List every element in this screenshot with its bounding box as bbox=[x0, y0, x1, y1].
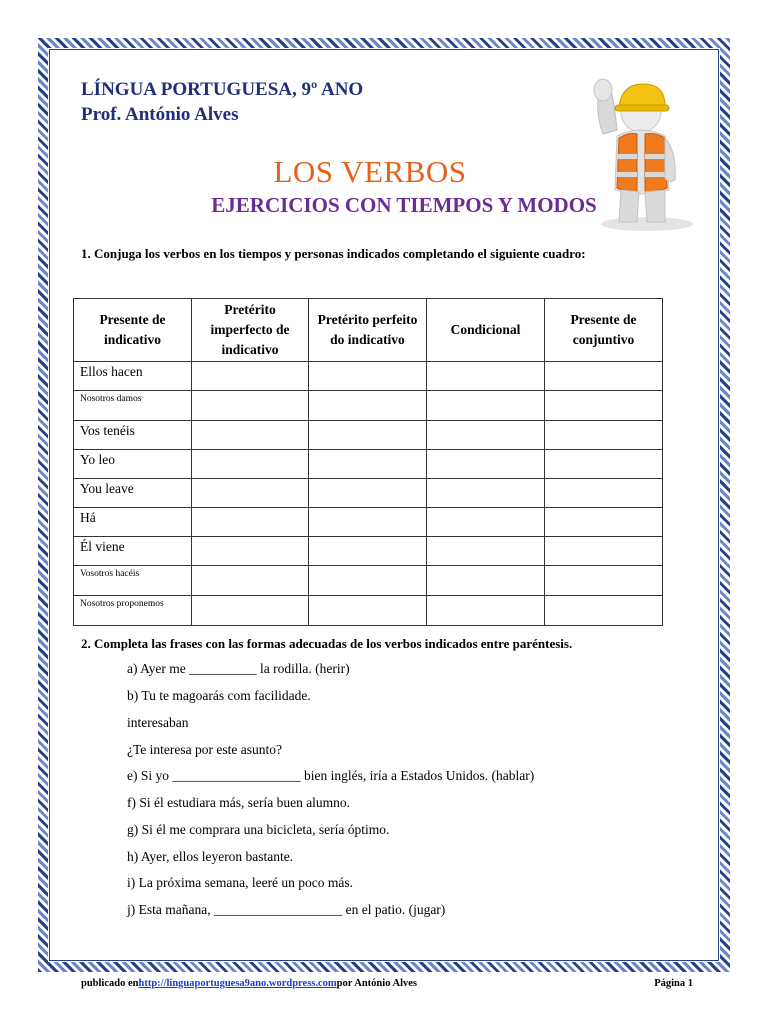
sentence-d: ¿Te interesa por este asunto? bbox=[127, 742, 282, 757]
answer-cell[interactable] bbox=[309, 391, 427, 421]
table-row bbox=[74, 479, 663, 508]
answer-cell[interactable] bbox=[545, 566, 663, 596]
table-row bbox=[74, 391, 663, 421]
page-footer bbox=[81, 978, 693, 989]
answer-cell[interactable] bbox=[309, 479, 427, 508]
answer-cell[interactable] bbox=[545, 508, 663, 537]
answer-cell[interactable] bbox=[192, 596, 309, 626]
column-header: Condicional bbox=[427, 299, 545, 362]
verb-cell: Nosotros damos bbox=[74, 391, 192, 421]
sentence-c: interesaban bbox=[127, 715, 189, 730]
answer-cell[interactable] bbox=[192, 479, 309, 508]
answer-cell[interactable] bbox=[427, 391, 545, 421]
answer-cell[interactable] bbox=[545, 391, 663, 421]
verb-cell: Ellos hacen bbox=[74, 362, 192, 391]
answer-cell[interactable] bbox=[192, 450, 309, 479]
answer-cell[interactable] bbox=[192, 391, 309, 421]
table-row bbox=[74, 421, 663, 450]
answer-cell[interactable] bbox=[309, 421, 427, 450]
answer-cell[interactable] bbox=[427, 508, 545, 537]
page-number: Página 1 bbox=[654, 978, 693, 989]
verb-cell: Nosotros proponemos bbox=[74, 596, 192, 626]
answer-cell[interactable] bbox=[427, 362, 545, 391]
answer-cell[interactable] bbox=[545, 479, 663, 508]
answer-cell[interactable] bbox=[427, 537, 545, 566]
column-header: Presente de indicativo bbox=[74, 299, 192, 362]
worksheet-subtitle: EJERCICIOS CON TIEMPOS Y MODOS bbox=[211, 193, 597, 217]
verb-cell: You leave bbox=[74, 479, 192, 508]
answer-cell[interactable] bbox=[427, 566, 545, 596]
table-row bbox=[74, 508, 663, 537]
answer-cell[interactable] bbox=[309, 566, 427, 596]
sentence-b: b) Tu te magoarás com facilidade. bbox=[127, 688, 311, 703]
answer-cell[interactable] bbox=[192, 537, 309, 566]
table-row bbox=[74, 362, 663, 391]
column-header: Presente de conjuntivo bbox=[545, 299, 663, 362]
answer-cell[interactable] bbox=[309, 508, 427, 537]
answer-cell[interactable] bbox=[309, 537, 427, 566]
course-title: LÍNGUA PORTUGUESA, 9º ANO bbox=[81, 79, 364, 100]
answer-cell[interactable] bbox=[545, 362, 663, 391]
answer-cell[interactable] bbox=[309, 362, 427, 391]
table-row bbox=[74, 596, 663, 626]
table-header-row bbox=[74, 299, 663, 362]
answer-cell[interactable] bbox=[192, 421, 309, 450]
sentence-j: j) Esta mañana, ___________________ en el patio. (jugar) bbox=[127, 902, 446, 917]
question-1: 1. Conjuga los verbos en los tiempos y personas indicados completando el siguiente cuadro: bbox=[81, 246, 586, 261]
answer-cell[interactable] bbox=[545, 537, 663, 566]
table-row bbox=[74, 450, 663, 479]
answer-cell[interactable] bbox=[192, 362, 309, 391]
conjugation-table bbox=[73, 298, 663, 626]
sentence-g: g) Si él me comprara una bicicleta, sería óptimo. bbox=[127, 822, 390, 837]
sentence-a: a) Ayer me __________ la rodilla. (herir) bbox=[127, 661, 350, 676]
answer-cell[interactable] bbox=[309, 450, 427, 479]
footer-author: por António Alves bbox=[336, 978, 417, 989]
sentence-e: e) Si yo ___________________ bien inglés, iría a Estados Unidos. (hablar) bbox=[127, 768, 535, 783]
question-2: 2. Completa las frases con las formas adecuadas de los verbos indicados entre paréntesis. bbox=[81, 636, 573, 651]
verb-cell: Há bbox=[74, 508, 192, 537]
column-header: Pretérito imperfecto de indicativo bbox=[192, 299, 309, 362]
blog-link[interactable]: http://linguaportuguesa9ano.wordpress.com bbox=[138, 978, 337, 989]
teacher-name: Prof. António Alves bbox=[81, 104, 239, 125]
answer-cell[interactable] bbox=[545, 421, 663, 450]
table-row bbox=[74, 537, 663, 566]
answer-cell[interactable] bbox=[427, 421, 545, 450]
column-header: Pretérito perfeito do indicativo bbox=[309, 299, 427, 362]
verb-cell: Yo leo bbox=[74, 450, 192, 479]
sentence-h: h) Ayer, ellos leyeron bastante. bbox=[127, 849, 294, 864]
worksheet-title: LOS VERBOS bbox=[273, 154, 467, 189]
answer-cell[interactable] bbox=[309, 596, 427, 626]
sentence-f: f) Si él estudiara más, sería buen alumno. bbox=[127, 795, 351, 810]
verb-cell: Vosotros hacéis bbox=[74, 566, 192, 596]
footer-prefix: publicado en bbox=[81, 978, 139, 989]
answer-cell[interactable] bbox=[192, 566, 309, 596]
answer-cell[interactable] bbox=[427, 479, 545, 508]
verb-cell: Vos tenéis bbox=[74, 421, 192, 450]
verb-cell: Él viene bbox=[74, 537, 192, 566]
answer-cell[interactable] bbox=[545, 596, 663, 626]
answer-cell[interactable] bbox=[545, 450, 663, 479]
answer-cell[interactable] bbox=[427, 450, 545, 479]
answer-cell[interactable] bbox=[192, 508, 309, 537]
table-row bbox=[74, 566, 663, 596]
answer-cell[interactable] bbox=[427, 596, 545, 626]
sentence-i: i) La próxima semana, leeré un poco más. bbox=[127, 875, 354, 890]
